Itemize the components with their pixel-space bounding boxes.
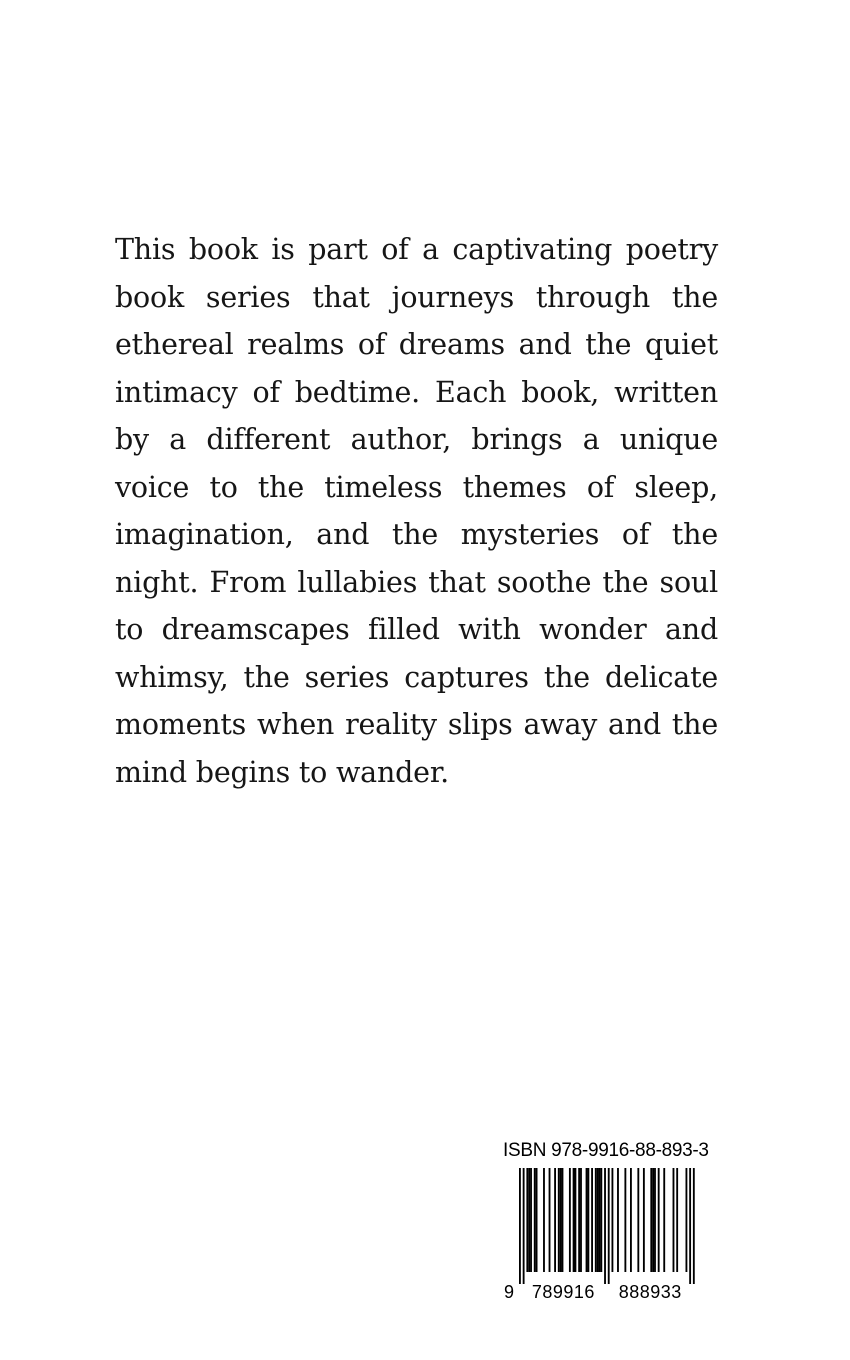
barcode-right-digits: 888933 <box>618 1282 682 1301</box>
barcode-bar <box>587 1168 589 1272</box>
isbn-label: ISBN 978-9916-88-893-3 <box>503 1140 709 1161</box>
barcode-bar <box>554 1168 556 1272</box>
barcode-bar <box>597 1168 599 1272</box>
barcode-bar <box>591 1168 593 1272</box>
barcode-bar <box>599 1168 601 1272</box>
barcode-bar <box>562 1168 564 1272</box>
barcode-bar <box>686 1168 688 1272</box>
barcode-bar <box>600 1168 602 1272</box>
isbn-barcode <box>503 1140 708 1305</box>
book-description: This book is part of a captivating poetry book series that journeys through the ethereal realms of dreams and the quiet intimacy of bedtime. Each book, written by a different author, brings a unique voice to the timeless themes of sleep, imagination, and the mysteries of the night. From lullabies that soothe the soul to dreamscapes filled with wonder and whimsy, the series captures the delicate moments when reality slips away and the mind begins to wander. <box>115 233 718 789</box>
barcode-guard-bar <box>519 1168 521 1284</box>
barcode-graphic <box>503 1166 708 1301</box>
barcode-bar <box>652 1168 654 1272</box>
barcode-bar <box>569 1168 571 1272</box>
barcode-bar <box>578 1168 580 1272</box>
barcode-bar <box>534 1168 536 1272</box>
barcode-guard-bar <box>689 1168 691 1284</box>
barcode-bar <box>612 1168 614 1272</box>
barcode-guard-bar <box>608 1168 610 1284</box>
barcode-bar <box>586 1168 588 1272</box>
barcode-bar <box>528 1168 530 1272</box>
barcode-bars <box>519 1168 695 1284</box>
barcode-bar <box>549 1168 551 1272</box>
barcode-bar <box>617 1168 619 1272</box>
barcode-bar <box>530 1168 532 1272</box>
barcode-guard-bar <box>693 1168 695 1284</box>
barcode-left-digits: 789916 <box>531 1282 595 1301</box>
barcode-bar <box>580 1168 582 1272</box>
barcode-bar <box>658 1168 660 1272</box>
barcode-bar <box>663 1168 665 1272</box>
barcode-bar <box>637 1168 639 1272</box>
barcode-guard-bar <box>604 1168 606 1284</box>
barcode-bar <box>526 1168 528 1272</box>
barcode-bar <box>575 1168 577 1272</box>
barcode-bar <box>676 1168 678 1272</box>
barcode-bar <box>543 1168 545 1272</box>
barcode-bar <box>536 1168 538 1272</box>
barcode-bar <box>643 1168 645 1272</box>
barcode-lead-digit: 9 <box>504 1282 515 1301</box>
barcode-guard-bar <box>523 1168 525 1284</box>
barcode-bar <box>630 1168 632 1272</box>
barcode-bar <box>560 1168 562 1272</box>
barcode-bar <box>595 1168 597 1272</box>
barcode-bar <box>650 1168 652 1272</box>
barcode-bar <box>558 1168 560 1272</box>
barcode-bar <box>654 1168 656 1272</box>
barcode-bar <box>573 1168 575 1272</box>
barcode-bar <box>673 1168 675 1272</box>
barcode-bar <box>624 1168 626 1272</box>
